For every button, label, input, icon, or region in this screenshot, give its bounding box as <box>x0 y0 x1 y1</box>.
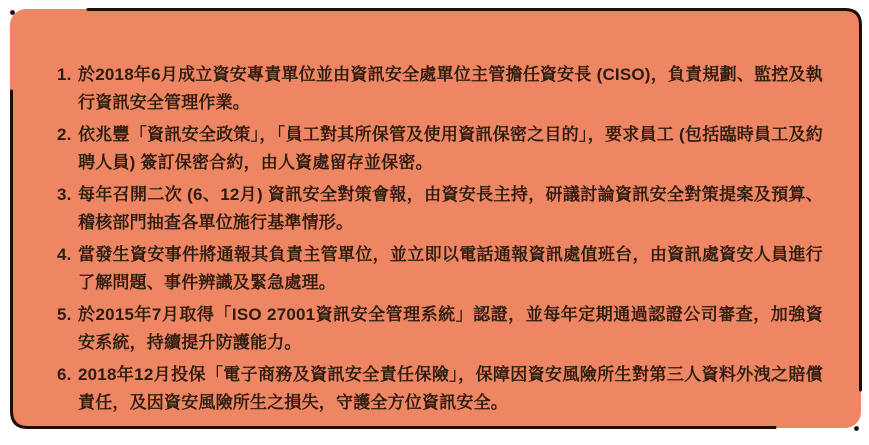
list-item <box>57 241 823 297</box>
item-text: 依兆豐「資訊安全政策」，「員工對其所保管及使用資訊保密之目的」，要求員工 (包括臨時員工及約聘人員) 簽訂保密合約，由人資處留存並保密。 <box>78 125 823 172</box>
item-number: 5. <box>57 305 72 324</box>
item-number: 1. <box>57 65 72 84</box>
item-text: 於2015年7月取得「ISO 27001資訊安全管理系統」認證，並每年定期通過認證公司審查，加強資安系統，持續提升防護能力。 <box>78 305 823 352</box>
list-item <box>57 361 823 417</box>
item-text: 當發生資安事件將通報其負責主管單位，並立即以電話通報資訊處值班台，由資訊處資安人員進行了解問題、事件辨識及緊急處理。 <box>78 245 823 292</box>
list-item <box>57 61 823 117</box>
list-item <box>57 181 823 237</box>
card-border-tick-top-left <box>10 10 15 15</box>
list-item <box>57 121 823 177</box>
card-border-tick-bottom-right <box>854 426 859 431</box>
item-number: 4. <box>57 245 72 264</box>
list-item <box>57 301 823 357</box>
item-number: 6. <box>57 365 72 384</box>
item-text: 2018年12月投保「電子商務及資訊安全責任保險」，保障因資安風險所生對第三人資料外洩之賠償責任，及因資安風險所生之損失，守護全方位資訊安全。 <box>78 365 823 412</box>
item-number: 3. <box>57 185 72 204</box>
item-number: 2. <box>57 125 72 144</box>
item-text: 每年召開二次 (6、12月) 資訊安全對策會報，由資安長主持，研議討論資訊安全對策提案及預算、稽核部門抽查各單位施行基準情形。 <box>78 185 823 232</box>
security-measures-list <box>57 61 823 421</box>
item-text: 於2018年6月成立資安專責單位並由資訊安全處單位主管擔任資安長 (CISO)，負責規劃、監控及執行資訊安全管理作業。 <box>78 65 823 112</box>
